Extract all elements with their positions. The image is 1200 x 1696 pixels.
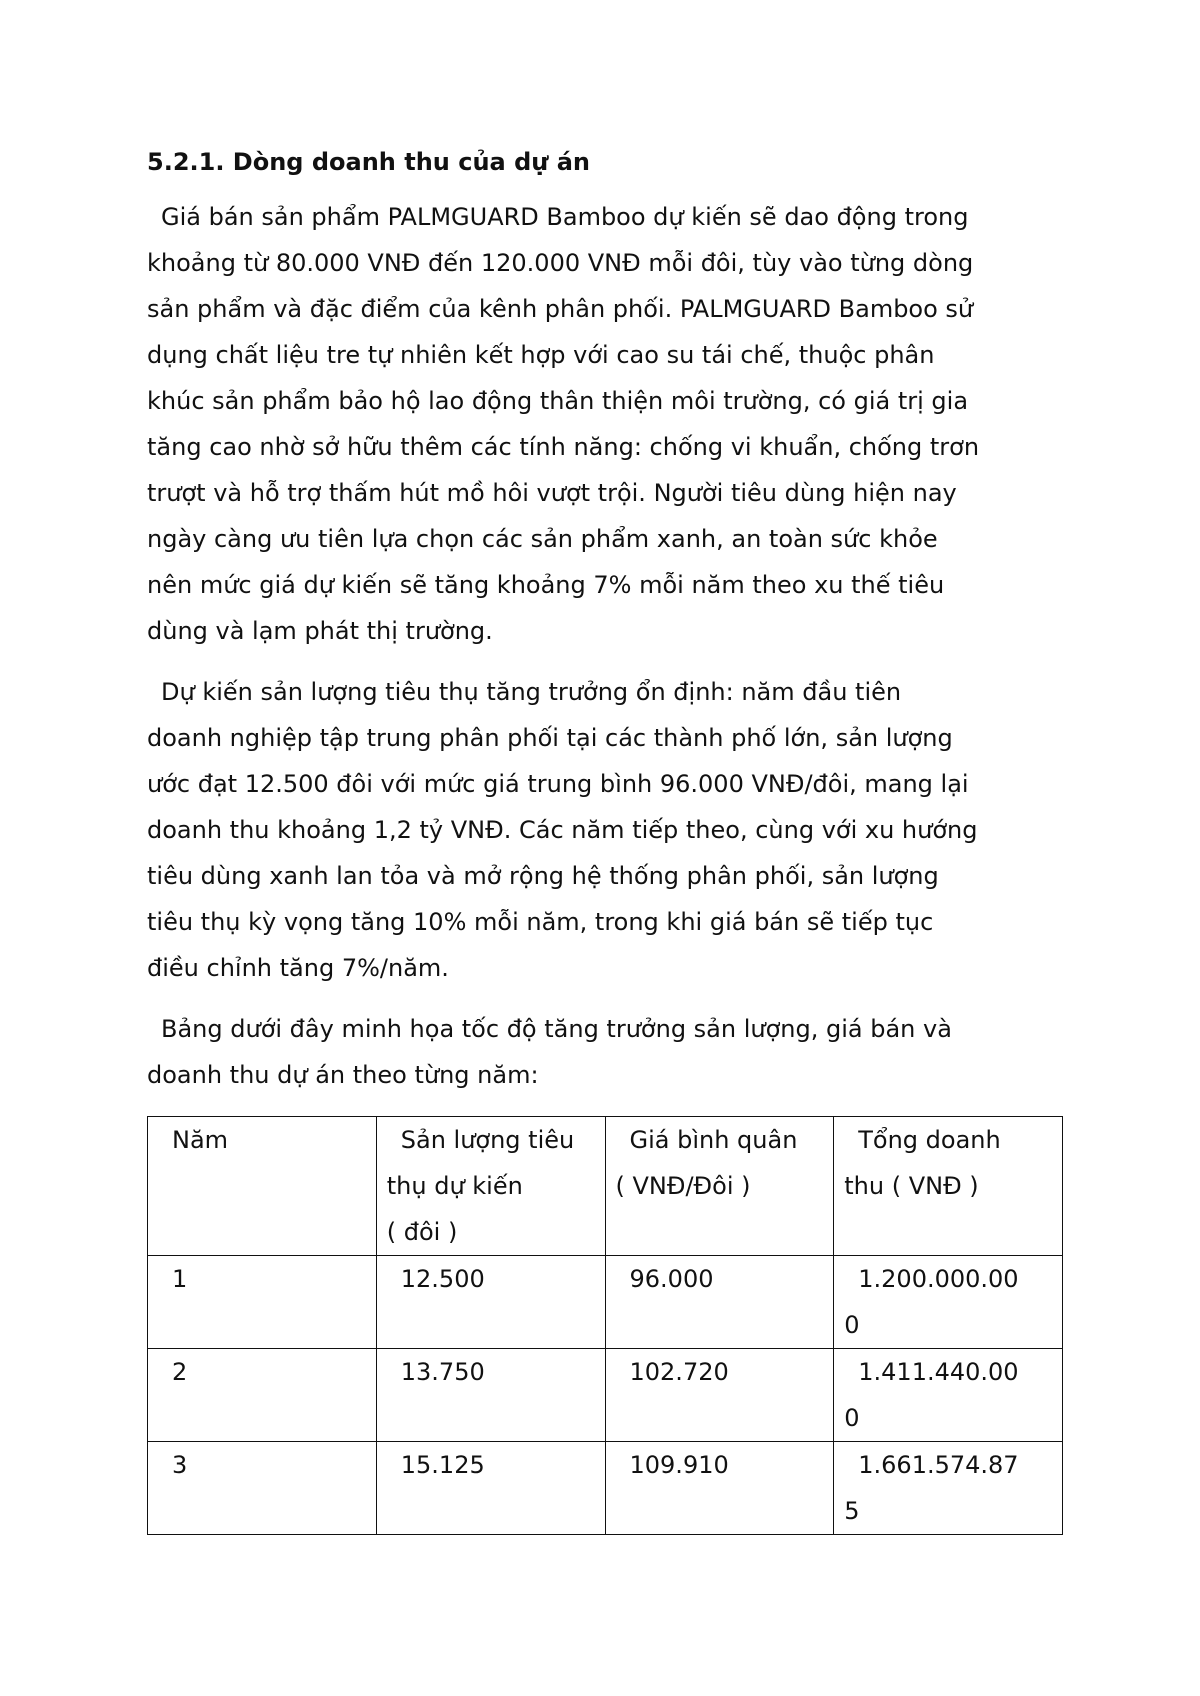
header-cell-year: Năm xyxy=(148,1117,377,1256)
cell-revenue: 1.411.440.00 0 xyxy=(834,1349,1063,1442)
cell-price: 109.910 xyxy=(605,1442,834,1535)
text-line: khoảng từ 80.000 VNĐ đến 120.000 VNĐ mỗi đôi, tùy vào từng dòng xyxy=(147,249,974,277)
text-line: Giá bán sản phẩm PALMGUARD Bamboo dự kiến sẽ dao động trong xyxy=(161,203,969,231)
text-line: tiêu dùng xanh lan tỏa và mở rộng hệ thống phân phối, sản lượng xyxy=(147,862,939,890)
text-line: tăng cao nhờ sở hữu thêm các tính năng: chống vi khuẩn, chống trơn xyxy=(147,433,980,461)
text-line: doanh thu dự án theo từng năm: xyxy=(147,1061,539,1089)
text-line: ước đạt 12.500 đôi với mức giá trung bình 96.000 VNĐ/đôi, mang lại xyxy=(147,770,969,798)
cell-revenue: 1.200.000.00 0 xyxy=(834,1256,1063,1349)
text-line: điều chỉnh tăng 7%/năm. xyxy=(147,954,449,982)
table-row xyxy=(148,1256,1063,1349)
revenue-table xyxy=(147,1116,1063,1535)
text-line: tiêu thụ kỳ vọng tăng 10% mỗi năm, trong khi giá bán sẽ tiếp tục xyxy=(147,908,934,936)
cell-year: 3 xyxy=(148,1442,377,1535)
header-cell-revenue: Tổng doanh thu ( VNĐ ) xyxy=(834,1117,1063,1256)
paragraph-table-intro xyxy=(147,1006,1063,1098)
text-line: ngày càng ưu tiên lựa chọn các sản phẩm xanh, an toàn sức khỏe xyxy=(147,525,938,553)
text-line: doanh nghiệp tập trung phân phối tại các thành phố lớn, sản lượng xyxy=(147,724,953,752)
text-line: sản phẩm và đặc điểm của kênh phân phối. PALMGUARD Bamboo sử xyxy=(147,295,974,323)
cell-year: 1 xyxy=(148,1256,377,1349)
text-line: dụng chất liệu tre tự nhiên kết hợp với cao su tái chế, thuộc phân xyxy=(147,341,935,369)
paragraph-pricing xyxy=(147,194,1063,654)
text-line: Bảng dưới đây minh họa tốc độ tăng trưởng sản lượng, giá bán và xyxy=(161,1015,952,1043)
table-row xyxy=(148,1349,1063,1442)
cell-revenue: 1.661.574.87 5 xyxy=(834,1442,1063,1535)
text-line: Dự kiến sản lượng tiêu thụ tăng trưởng ổn định: năm đầu tiên xyxy=(161,678,902,706)
text-line: nên mức giá dự kiến sẽ tăng khoảng 7% mỗi năm theo xu thế tiêu xyxy=(147,571,945,599)
text-line: trượt và hỗ trợ thấm hút mồ hôi vượt trội. Người tiêu dùng hiện nay xyxy=(147,479,957,507)
table-header-row xyxy=(148,1117,1063,1256)
cell-volume: 13.750 xyxy=(376,1349,605,1442)
text-line: dùng và lạm phát thị trường. xyxy=(147,617,493,645)
cell-year: 2 xyxy=(148,1349,377,1442)
cell-price: 96.000 xyxy=(605,1256,834,1349)
cell-volume: 15.125 xyxy=(376,1442,605,1535)
paragraph-volume xyxy=(147,669,1063,991)
cell-price: 102.720 xyxy=(605,1349,834,1442)
table-row xyxy=(148,1442,1063,1535)
text-line: doanh thu khoảng 1,2 tỷ VNĐ. Các năm tiếp theo, cùng với xu hướng xyxy=(147,816,978,844)
header-cell-volume: Sản lượng tiêu thụ dự kiến ( đôi ) xyxy=(376,1117,605,1256)
section-heading: 5.2.1. Dòng doanh thu của dự án xyxy=(147,148,590,176)
cell-volume: 12.500 xyxy=(376,1256,605,1349)
document-page xyxy=(147,138,1063,1535)
text-line: khúc sản phẩm bảo hộ lao động thân thiện môi trường, có giá trị gia xyxy=(147,387,969,415)
header-cell-price: Giá bình quân ( VNĐ/Đôi ) xyxy=(605,1117,834,1256)
